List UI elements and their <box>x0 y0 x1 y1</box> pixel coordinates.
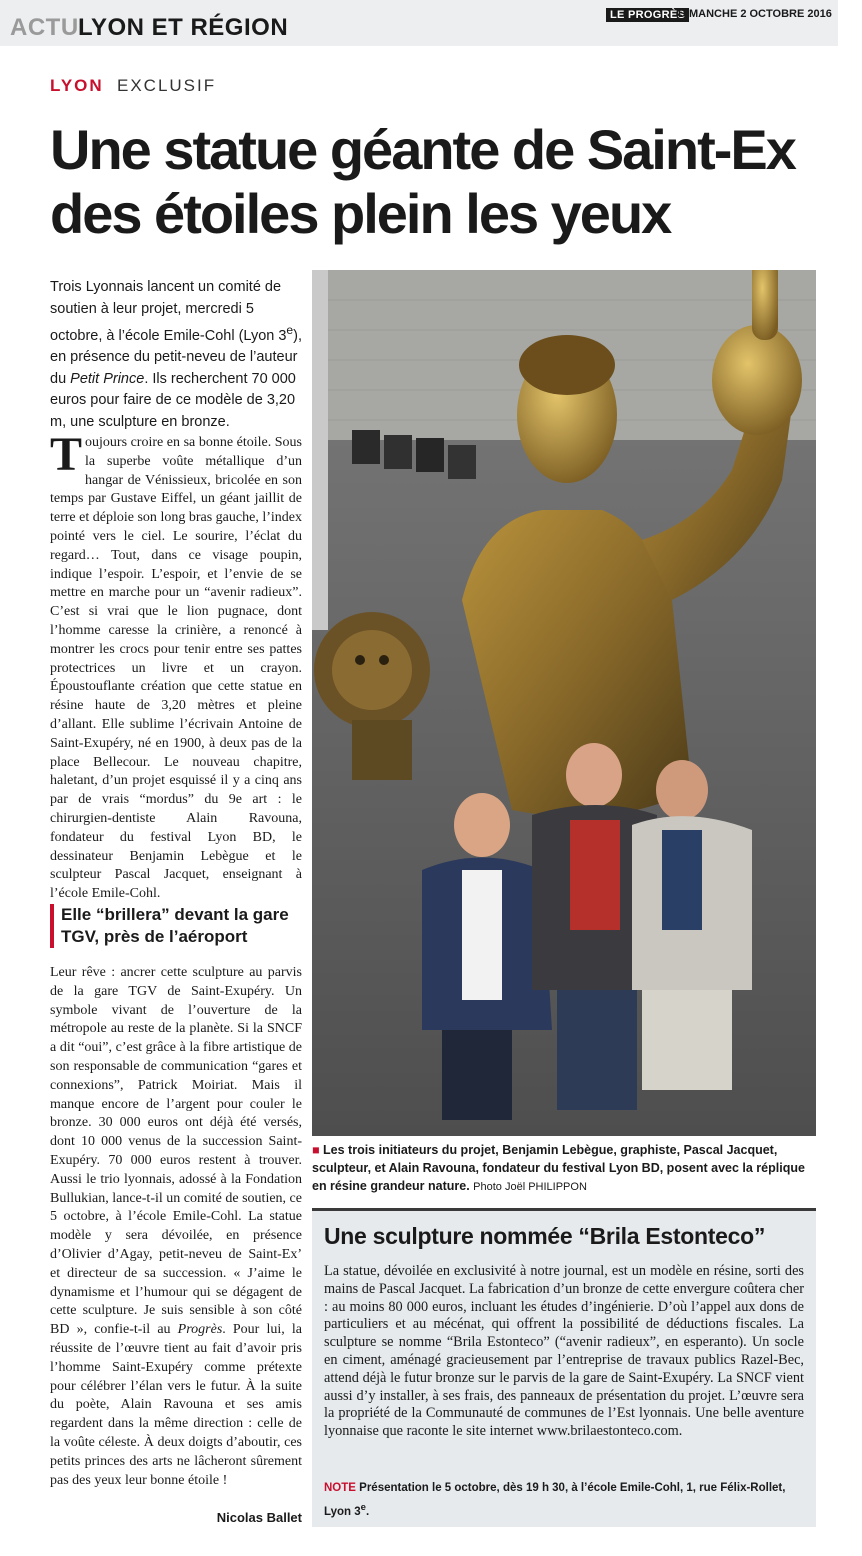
article-body-part-2 <box>50 964 302 1490</box>
statue-photo-illustration <box>312 270 816 1136</box>
kicker-tag: EXCLUSIF <box>117 76 217 95</box>
section-name: LYON ET RÉGION <box>78 14 289 41</box>
lede-text-3: . Ils recherchent 70 000 euros pour faire de ce modèle de 3,20 m, une sculpture en bronze. <box>50 370 296 430</box>
subheading: Elle “brillera” devant la gare TGV, près de l’aéroport <box>50 904 313 948</box>
headline <box>50 118 840 246</box>
article-photo <box>312 270 816 1136</box>
note-end: . <box>365 1505 370 1518</box>
photo-credit: Photo Joël PHILIPPON <box>473 1181 587 1193</box>
body-text-1: oujours croire en sa bonne étoile. Sous la superbe voûte métallique d’un hangar de Vénissieux, bricolée en son temps par Gustave Eiffel, un géant jaillit de terre et déploie son long bras gauche, l’index pointé vers le ciel. Le sourire, l’éclat du regard… Tout, dans ce visage poupin, indique l’espoir. L’espoir, et l’envie de se mettre en marche pour un “avenir radieux”. C’est si vrai que le lion pugnace, dont l’homme caresse la crinière, a renoncé à montrer les crocs pour tenir entre ses pattes protectrices un livre et un crayon. Époustouflante création que cette statue en résine haute de 3,20 mètres et pleine d’allant. Elle sublime l’écrivain Antoine de Saint-Exupéry, né en 1900, à deux pas de la place Bellecour. Le nouveau chapitre, haletant, d’un projet esquissé il y a cinq ans par de vrais “mordus” du 9e art : le chirurgien-dentiste Alain Ravouna, fondateur du festival Lyon BD, le dessinateur Benjamin Lebègue et le sculpteur Pascal Jacquet, enseignant à l’école Emile-Cohl. <box>50 435 302 902</box>
lede-paragraph <box>50 277 302 433</box>
sidebar-box <box>312 1208 816 1527</box>
sidebar-title: Une sculpture nommée “Brila Estonteco” <box>324 1223 766 1249</box>
byline: Nicolas Ballet <box>216 1510 302 1525</box>
photo-caption <box>312 1141 816 1196</box>
body-text-2a: Leur rêve : ancrer cette sculpture au parvis de la gare TGV de Saint-Exupéry. Un symbole vivant de l’ouverture de la métropole au reste de la planète. Si la SNCF a dit “oui”, c’est grâce à la fibre artistique de son responsable de communication “gares et connexions”, Patrick Moiriat. Mais il manque encore de l’argent pour couler le bronze. 30 000 euros ont déjà été versés, dont 10 000 venus de la succession Saint-Exupéry. 70 000 euros restent à trouver. Aussi le trio lyonnais, adossé à la Fondation Bullukian, lance-t-il un comité de soutien, ce 5 octobre, à l’école Emile-Cohl. La statue modèle y sera dévoilée, en présence d’Olivier d’Agay, petit-neveu de Saint-Ex’ et directeur de sa succession. « J’aime le dynamisme et l’humour qui se dégagent de cette sculpture. Je suis sensible à son côté BD », confie-t-il au <box>50 965 302 1338</box>
sidebar-note <box>324 1479 804 1522</box>
issue-date: DIMANCHE 2 OCTOBRE 2016 <box>678 8 832 20</box>
lede-text-1: Trois Lyonnais lancent un comité de soutien à leur projet, mercredi 5 octobre, à l’école Emile-Cohl (Lyon 3 <box>50 279 287 344</box>
note-label: NOTE <box>324 1482 356 1494</box>
note-sup: e <box>360 1502 366 1513</box>
lede-text-2: ), en présence du petit-neveu de l’auteur du <box>50 327 302 387</box>
masthead-logo: LE PROGRÈS <box>606 8 689 22</box>
note-text: Présentation le 5 octobre, dès 19 h 30, à l’école Emile-Cohl, 1, rue Félix-Rollet, Lyon 3 <box>324 1482 786 1518</box>
body-text-2b: . Pour lui, la réussite de l’œuvre tient au fait d’avoir pris l’homme Saint-Exupéry comme prétexte pour célébrer l’élan vers le futur. À la suite du poète, Alain Ravouna et ses amis regardent dans la même direction : celle de la voûte céleste. À deux doigts d’aboutir, ces petits princes des arts ne lâcheront sûrement pas des yeux leur bonne étoile ! <box>50 1322 302 1488</box>
caption-text: Les trois initiateurs du projet, Benjamin Lebègue, graphiste, Pascal Jacquet, sculpteur, et Alain Ravouna, fondateur du festival Lyon BD, posent avec la réplique en résine grandeur nature. <box>312 1143 805 1193</box>
kicker-place: LYON <box>50 76 104 95</box>
headline-line-2: des étoiles plein les yeux <box>50 182 671 245</box>
headline-line-1: Une statue géante de Saint-Ex <box>50 118 795 181</box>
sidebar-text: La statue, dévoilée en exclusivité à notre journal, est un modèle en résine, sorti des mains de Pascal Jacquet. La fabrication d’un bronze de cette envergure coûtera cher : au moins 80 000 euros, incluant les études d’ingénierie. D’où l’appel aux dons de particuliers et au mécénat, qui offrent la possibilité de déductions fiscales. La sculpture se nomme “Brila Estonteco” (“avenir radieux”, en esperanto). Un socle en ciment, aménagé gracieusement par l’entreprise de travaux publics Razel-Bec, attend déjà le futur bronze sur le parvis de la gare de Saint-Exupéry. La SNCF vient aussi d’y installer, à ses frais, des panneaux de présentation du projet. L’œuvre sera la propriété de la Communauté de communes de l’Est lyonnais. Une belle aventure lyonnaise que raconte le site internet www.brilaestonteco.com. <box>324 1263 804 1440</box>
body-italic: Progrès <box>177 1322 223 1338</box>
drop-cap: T <box>50 428 83 481</box>
caption-bullet-icon: ■ <box>312 1143 324 1157</box>
section-prefix: ACTU <box>10 14 79 41</box>
article-body-part-1 <box>50 428 302 904</box>
lede-italic: Petit Prince <box>70 370 145 387</box>
lede-sup: e <box>286 323 294 337</box>
